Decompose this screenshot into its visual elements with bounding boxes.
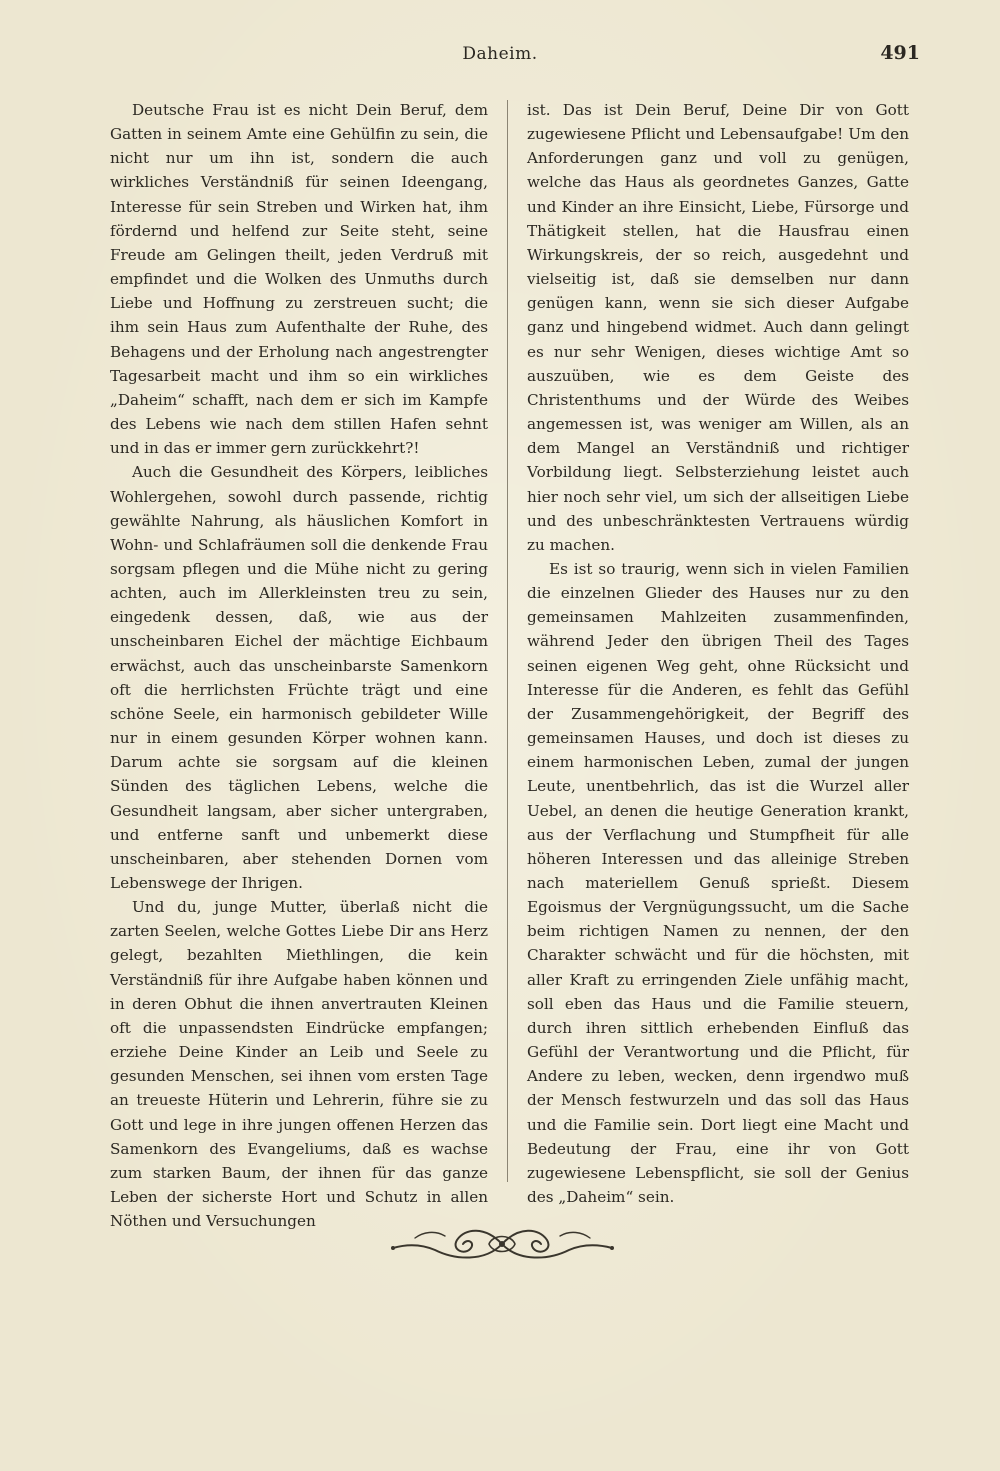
left-column — [110, 98, 488, 1233]
column-divider — [507, 100, 508, 1182]
flourish-ornament-icon — [385, 1218, 620, 1270]
left-paragraph-3: Und du, junge Mutter, überlaß nicht die zarten Seelen, welche Gottes Liebe Dir ans Herz gelegt, bezahlten Miethlingen, die kein Verständniß für ihre Aufgabe haben können und in deren Obhut die ihnen anvertrauten Kleinen oft die unpassendsten Eindrücke empfangen; erziehe Deine Kinder an Leib und Seele zu gesunden Menschen, sei ihnen vom ersten Tage an treueste Hüterin und Lehrerin, führe sie zu Gott und lege in ihre jungen offenen Herzen das Samenkorn des Evangeliums, daß es wachse zum starken Baum, der ihnen für das ganze Leben der sicherste Hort und Schutz in allen Nöthen und Versuchungen — [110, 898, 488, 1231]
right-paragraph-1: ist. Das ist Dein Beruf, Deine Dir von Gott zugewiesene Pflicht und Lebensaufgabe! Um den Anforderungen ganz und voll zu genügen, welche das Haus als geordnetes Ganzes, Gatte und Kinder an ihre Einsicht, Liebe, Fürsorge und Thätigkeit stellen, hat die Hausfrau einen Wirkungskreis, der so reich, ausgedehnt und vielseitig ist, daß sie demselben nur dann genügen kann, wenn sie sich dieser Aufgabe ganz und hingebend widmet. Auch dann gelingt es nur sehr Wenigen, dieses wichtige Amt so auszuüben, wie es dem Geiste des Christenthums und der Würde des Weibes angemessen ist, was weniger am Willen, als an dem Mangel an Verständniß und richtiger Vorbildung liegt. Selbsterziehung leistet auch hier noch sehr viel, um sich der allseitigen Liebe und des unbeschränktesten Vertrauens würdig zu machen. — [527, 101, 909, 554]
right-column — [527, 98, 909, 1209]
left-paragraph-1: Deutsche Frau ist es nicht Dein Beruf, dem Gatten in seinem Amte eine Gehülfin zu sein, die nicht nur um ihn ist, sondern die auch wirkliches Verständniß für seinen Ideengang, Interesse für sein Streben und Wirken hat, ihm fördernd und helfend zur Seite steht, seine Freude am Gelingen theilt, jeden Verdruß mit empfindet und die Wolken des Unmuths durch Liebe und Hoffnung zu zerstreuen sucht; die ihm sein Haus zum Aufenthalte der Ruhe, des Behagens und der Erholung nach angestrengter Tagesarbeit macht und ihm so ein wirkliches „Daheim“ schafft, nach dem er sich im Kampfe des Lebens wie nach dem stillen Hafen sehnt und in das er immer gern zurückkehrt?! — [110, 101, 488, 458]
left-paragraph-2: Auch die Gesundheit des Körpers, leibliches Wohlergehen, sowohl durch passende, richtig gewählte Nahrung, als häuslichen Komfort in Wohn- und Schlafräumen soll die denkende Frau sorgsam pflegen und die Mühe nicht zu gering achten, auch im Allerkleinsten treu zu sein, eingedenk dessen, daß, wie aus der unscheinbaren Eichel der mächtige Eichbaum erwächst, auch das unscheinbarste Samenkorn oft die herrlichsten Früchte trägt und eine schöne Seele, ein harmonisch gebildeter Wille nur in einem gesunden Körper wohnen kann. Darum achte sie sorgsam auf die kleinen Sünden des täglichen Lebens, welche die Gesundheit langsam, aber sicher untergraben, und entferne sanft und unbemerkt diese unscheinbaren, aber stehenden Dornen vom Lebenswege der Ihrigen. — [110, 463, 488, 892]
right-paragraph-2: Es ist so traurig, wenn sich in vielen Familien die einzelnen Glieder des Hauses nur zu den gemeinsamen Mahlzeiten zusammenfinden, während Jeder den übrigen Theil des Tages seinen eigenen Weg geht, ohne Rücksicht und Interesse für die Anderen, es fehlt das Gefühl der Zusammengehörigkeit, der Begriff des gemeinsamen Hauses, und doch ist dieses zu einem harmonischen Leben, zumal der jungen Leute, unentbehrlich, das ist die Wurzel aller Uebel, an denen die heutige Generation krankt, aus der Verflachung und Stumpfheit für alle höheren Interessen und das alleinige Streben nach materiellem Genuß sprießt. Diesem Egoismus der Vergnügungssucht, um die Sache beim richtigen Namen zu nennen, der den Charakter schwächt und für die höchsten, mit aller Kraft zu erringenden Ziele unfähig macht, soll eben das Haus und die Familie steuern, durch ihren sittlich erhebenden Einfluß das Gefühl der Verantwortung und die Pflicht, für Andere zu leben, wecken, denn irgendwo muß der Mensch festwurzeln und das soll das Haus und die Familie sein. Dort liegt eine Macht und Bedeutung der Frau, eine ihr von Gott zugewiesene Lebenspflicht, sie soll der Genius des „Daheim“ sein. — [527, 559, 909, 1207]
page-number: 491 — [880, 42, 920, 64]
running-title: Daheim. — [462, 44, 538, 64]
